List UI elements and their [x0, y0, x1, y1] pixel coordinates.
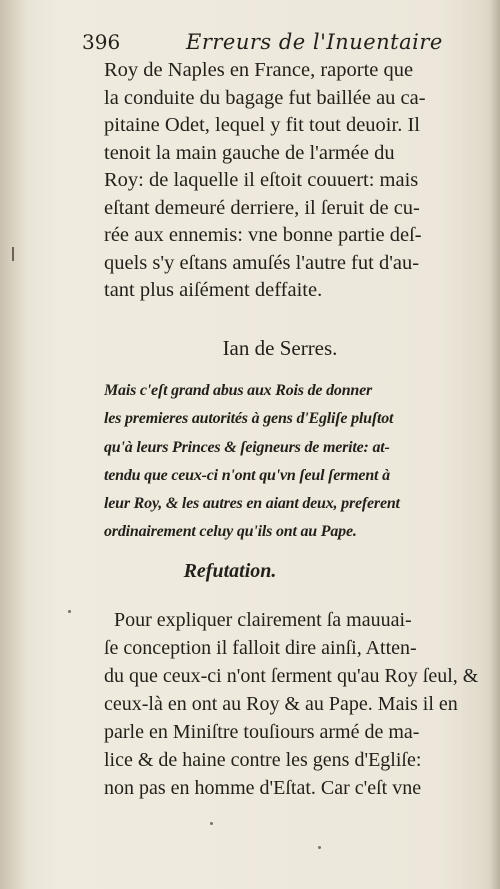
text-line: eſtant demeuré derriere, il ſeruit de cu-	[104, 196, 420, 219]
ink-speck	[318, 846, 321, 849]
text-line: parle en Miniſtre touſiours armé de ma-	[104, 721, 420, 743]
ink-speck	[210, 822, 213, 825]
page-number: 396	[82, 30, 121, 54]
ink-speck	[68, 610, 71, 613]
refutation-paragraph	[104, 606, 484, 802]
quote-line: ordinairement celuy qu'ils ont au Pape.	[104, 523, 357, 541]
text-line: pitaine Odet, lequel y fit tout deuoir. Il	[104, 114, 420, 136]
text-line: la conduite du bagage fut baillée au ca-	[104, 86, 426, 109]
page-header	[82, 22, 482, 62]
margin-mark	[12, 247, 14, 261]
quote-line: leur Roy, & les autres en aiant deux, preferent	[104, 495, 400, 513]
author-heading: Ian de Serres.	[222, 336, 338, 360]
quote-line: qu'à leurs Princes & ſeigneurs de merite: at-	[104, 438, 390, 456]
quote-line: les premieres autorités à gens d'Egliſe pluſtot	[104, 410, 394, 428]
text-line: ceux-là en ont au Roy & au Pape. Mais il en	[104, 693, 458, 715]
paragraph-continued	[104, 57, 484, 305]
text-line: lice & de haine contre les gens d'Egliſe:	[104, 749, 422, 771]
refutation-heading: Refutation.	[183, 560, 277, 582]
text-line: rée aux ennemis: vne bonne partie deſ-	[104, 224, 422, 246]
text-line: quels s'y eſtans amuſés l'autre fut d'au-	[104, 251, 420, 274]
quote-line: Mais c'eſt grand abus aux Rois de donner	[104, 382, 373, 399]
text-line: Pour expliquer clairement ſa mauuai-	[114, 609, 412, 631]
quoted-passage	[104, 377, 484, 547]
text-line: tant plus aiſément deffaite.	[104, 279, 323, 301]
text-line: Roy de Naples en France, raporte que	[104, 59, 414, 81]
text-line: tenoit la main gauche de l'armée du	[104, 141, 395, 164]
quote-line: tendu que ceux-ci n'ont qu'vn ſeul ſerment à	[104, 466, 390, 484]
running-title: Erreurs de l'Inuentaire	[186, 30, 443, 54]
text-line: non pas en homme d'Eſtat. Car c'eſt vne	[104, 777, 422, 799]
page-fold-shadow	[490, 0, 500, 889]
text-line: Roy: de laquelle il eſtoit couuert: mais	[104, 169, 419, 191]
text-line: du que ceux-ci n'ont ſerment qu'au Roy ſeul, &	[104, 665, 479, 687]
text-line: ſe conception il falloit dire ainſi, Atten-	[104, 637, 417, 659]
